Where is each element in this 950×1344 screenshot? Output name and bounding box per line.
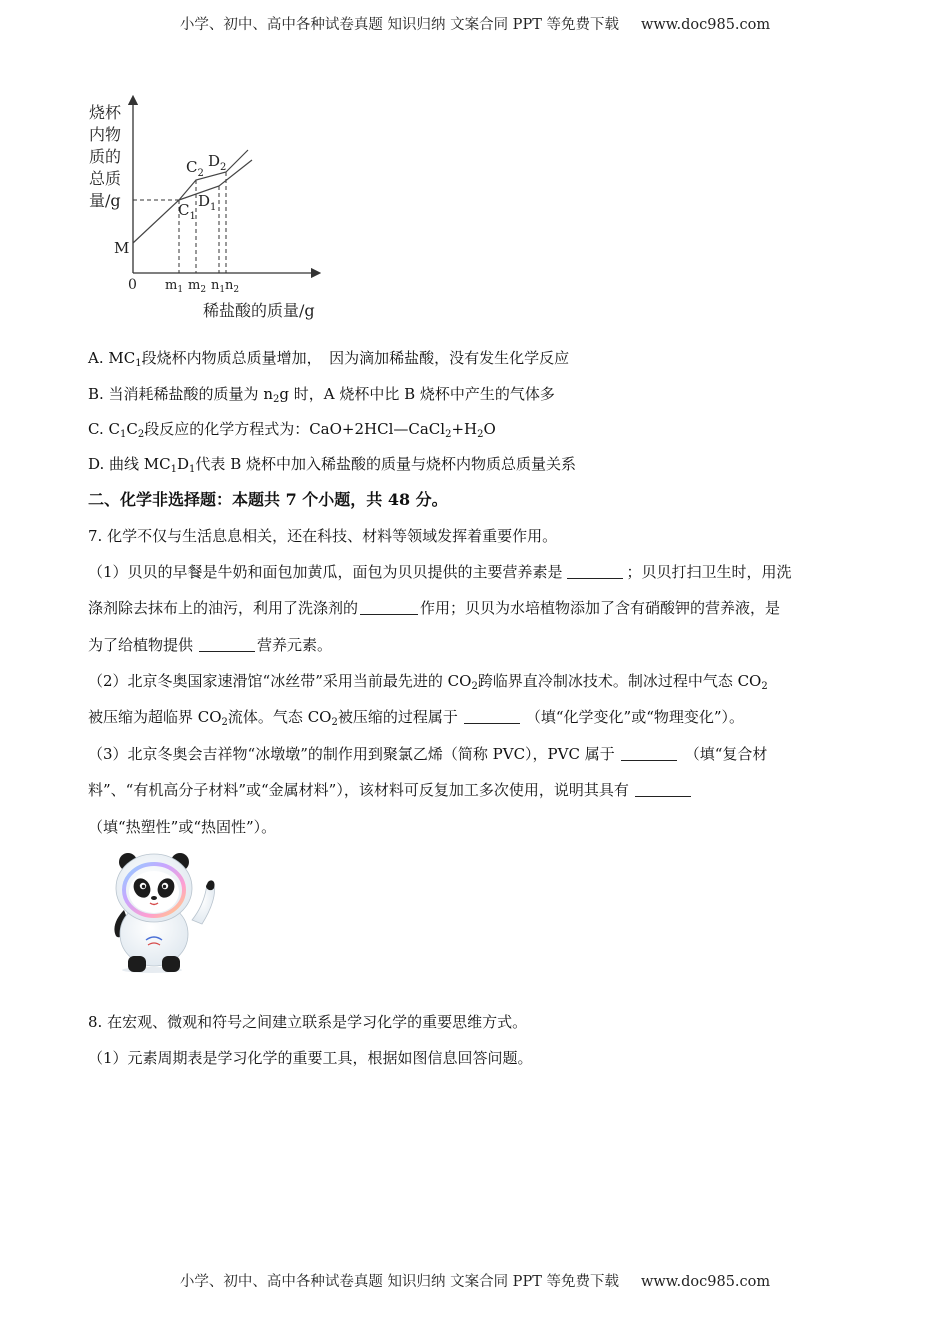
- q7-part3-line1: （3）北京冬奥会吉祥物“冰墩墩”的制作用到聚氯乙烯（简称 PVC），PVC 属于 （填“复合材: [88, 745, 768, 763]
- footer-site-link[interactable]: www.doc985.com: [640, 1274, 771, 1290]
- svg-text:量/g: 量/g: [89, 191, 121, 210]
- option-d: D. 曲线 $MC_1D_1$代表 B 烧杯中加入稀盐酸的质量与烧杯内物质总质量关系: [88, 455, 576, 475]
- point-m-label: M: [114, 239, 130, 257]
- point-d2-label: $D_2$: [208, 152, 227, 173]
- point-c2-label: $C_2$: [186, 158, 204, 179]
- tick-m1: $m_1$: [165, 278, 184, 295]
- answer-blank-change-type[interactable]: [464, 709, 520, 724]
- answer-blank-material[interactable]: [621, 746, 677, 761]
- header-site-link[interactable]: www.doc985.com: [640, 17, 771, 33]
- svg-text:总质: 总质: [89, 169, 122, 188]
- tick-n1: $n_1$: [211, 278, 226, 295]
- q7-part3-line2: 料”、“有机高分子材料”或“金属材料”），该材料可反复加工多次使用，说明其具有: [88, 780, 691, 800]
- page-footer: [0, 1270, 950, 1291]
- answer-blank-element[interactable]: [199, 637, 255, 652]
- header-text: 小学、初中、高中各种试卷真题 知识归纳 文案合同 PPT 等免费下载: [179, 17, 619, 33]
- answer-blank-detergent[interactable]: [360, 600, 418, 615]
- point-d1-label: $D_1$: [198, 192, 217, 213]
- svg-text:质的: 质的: [89, 147, 122, 166]
- option-c: C. $C_1C_2$段反应的化学方程式为：$CaO+2HCl—CaCl_2+H_2O$: [88, 420, 496, 440]
- origin-label: 0: [128, 277, 137, 293]
- option-a: A. $MC_1$段烧杯内物质总质量增加， 因为滴加稀盐酸，没有发生化学反应: [88, 349, 570, 369]
- answer-blank-nutrient[interactable]: [567, 564, 623, 579]
- q7-part1-line3: 为了给植物提供 营养元素。: [88, 636, 333, 654]
- q7-stem: 7. 化学不仅与生活息息相关，还在科技、材料等领域发挥着重要作用。: [88, 527, 558, 545]
- q7-part1-line2: 涤剂除去抹布上的油污，利用了洗涤剂的 作用；贝贝为水培植物添加了含有硝酸钾的营养液，是: [88, 599, 781, 617]
- footer-text: 小学、初中、高中各种试卷真题 知识归纳 文案合同 PPT 等免费下载: [179, 1274, 619, 1290]
- svg-text:烧杯: 烧杯: [89, 103, 122, 122]
- point-c1-label: $C_1$: [178, 201, 196, 222]
- q8-stem: 8. 在宏观、微观和符号之间建立联系是学习化学的重要思维方式。: [88, 1013, 528, 1031]
- q8-part1: （1）元素周期表是学习化学的重要工具，根据如图信息回答问题。: [88, 1049, 533, 1067]
- q7-part3-line3: （填“热塑性”或“热固性”）。: [88, 818, 277, 836]
- answer-blank-plasticity[interactable]: [635, 782, 691, 797]
- q7-part1-line1: （1）贝贝的早餐是牛奶和面包加黄瓜，面包为贝贝提供的主要营养素是 ；贝贝打扫卫生时，用洗: [88, 563, 792, 581]
- q7-part2-line2: 被压缩为超临界 $CO_2$流体。气态 $CO_2$被压缩的过程属于 （填“化学变化”或“物理变化”）。: [88, 708, 745, 728]
- section-title: 二、化学非选择题：本题共 7 个小题，共 48 分。: [88, 490, 448, 509]
- page-header: [0, 13, 950, 34]
- bing-dwen-dwen-mascot-image: [108, 848, 216, 976]
- x-axis-label: 稀盐酸的质量/g: [203, 301, 315, 320]
- q7-part2-line1: （2）北京冬奥国家速滑馆“冰丝带”采用当前最先进的 $CO_2$跨临界直冷制冰技术。制冰过程中气态 $CO_2$: [88, 672, 768, 692]
- svg-text:内物: 内物: [89, 125, 122, 144]
- mass-graph: [84, 90, 344, 330]
- tick-m2: $m_2$: [188, 278, 207, 295]
- y-axis-label: [89, 103, 122, 210]
- tick-n2: $n_2$: [225, 278, 240, 295]
- option-b: B. 当消耗稀盐酸的质量为 $n_2g$ 时，A 烧杯中比 B 烧杯中产生的气体多: [88, 385, 555, 405]
